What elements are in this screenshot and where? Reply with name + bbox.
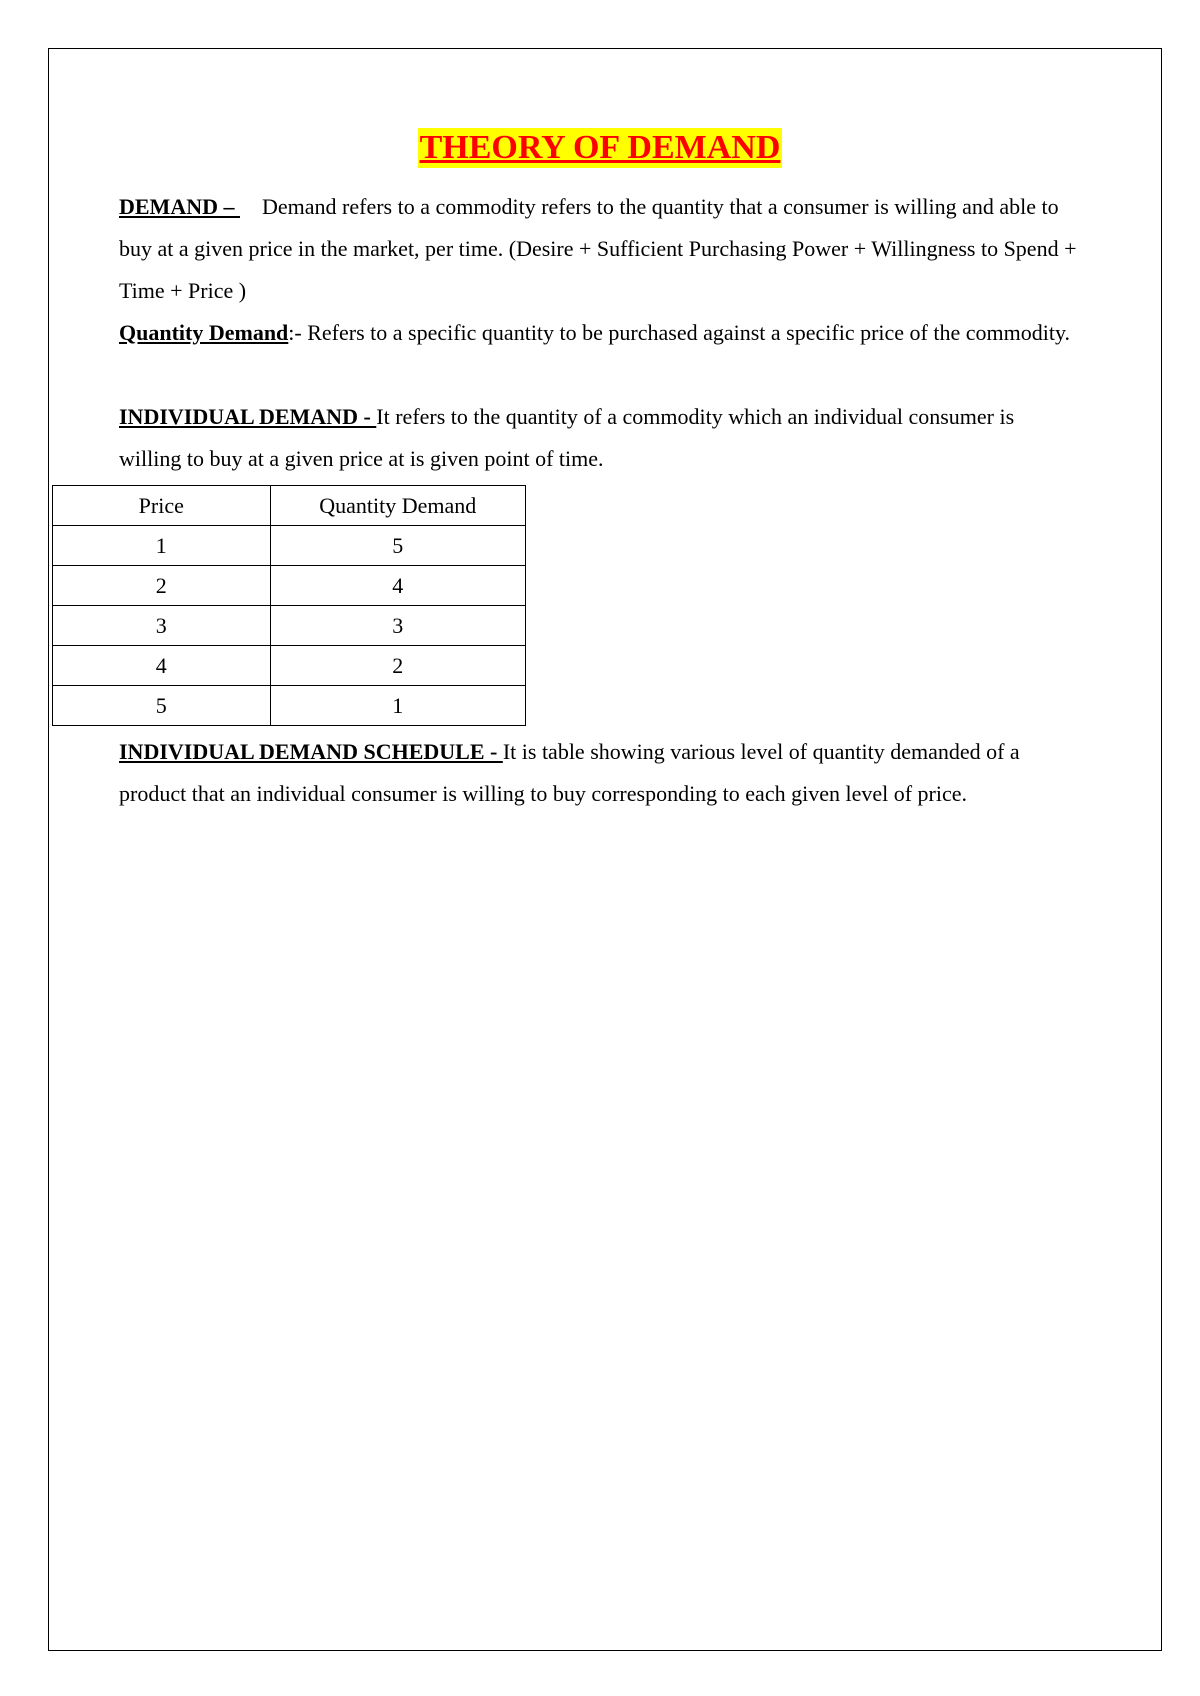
table-cell-price: 4 (53, 646, 271, 686)
table-cell-quantity: 1 (270, 686, 526, 726)
table-row (53, 606, 526, 646)
demand-schedule-text: It is table showing various level of quantity demanded of a product that an individual consumer is willing to buy corresponding to each given level of price. (119, 739, 1020, 806)
table-header-price: Price (53, 486, 271, 526)
table-header-row (53, 486, 526, 526)
demand-definition (119, 186, 1079, 312)
demand-schedule-term: INDIVIDUAL DEMAND SCHEDULE - (119, 739, 503, 764)
demand-schedule-definition (119, 731, 1079, 815)
table-row (53, 566, 526, 606)
individual-demand-term: INDIVIDUAL DEMAND - (119, 404, 377, 429)
table-cell-price: 2 (53, 566, 271, 606)
table-row (53, 646, 526, 686)
table-header-quantity: Quantity Demand (270, 486, 526, 526)
table-row (53, 526, 526, 566)
demand-term: DEMAND – (119, 194, 240, 219)
table-cell-price: 3 (53, 606, 271, 646)
individual-demand-text: It refers to the quantity of a commodity which an individual consumer is willing to buy at a given price at is given point of time. (119, 404, 1015, 471)
table-cell-quantity: 2 (270, 646, 526, 686)
demand-schedule-table (52, 485, 526, 726)
quantity-demand-definition (119, 312, 1079, 354)
table-row (53, 686, 526, 726)
table-cell-quantity: 3 (270, 606, 526, 646)
title-container (0, 128, 1200, 168)
table-cell-price: 5 (53, 686, 271, 726)
quantity-demand-term: Quantity Demand (119, 320, 289, 345)
table-cell-quantity: 4 (270, 566, 526, 606)
quantity-demand-text: :- Refers to a specific quantity to be purchased against a specific price of the commodity. (288, 320, 1071, 345)
table-cell-quantity: 5 (270, 526, 526, 566)
table-cell-price: 1 (53, 526, 271, 566)
demand-text: Demand refers to a commodity refers to the quantity that a consumer is willing and able to buy at a given price in the market, per time. (Desire + Sufficient Purchasing Power + Willingness to Spend + Time + Price ) (119, 194, 1077, 303)
individual-demand-definition (119, 396, 1079, 480)
page-title: THEORY OF DEMAND (419, 129, 781, 166)
